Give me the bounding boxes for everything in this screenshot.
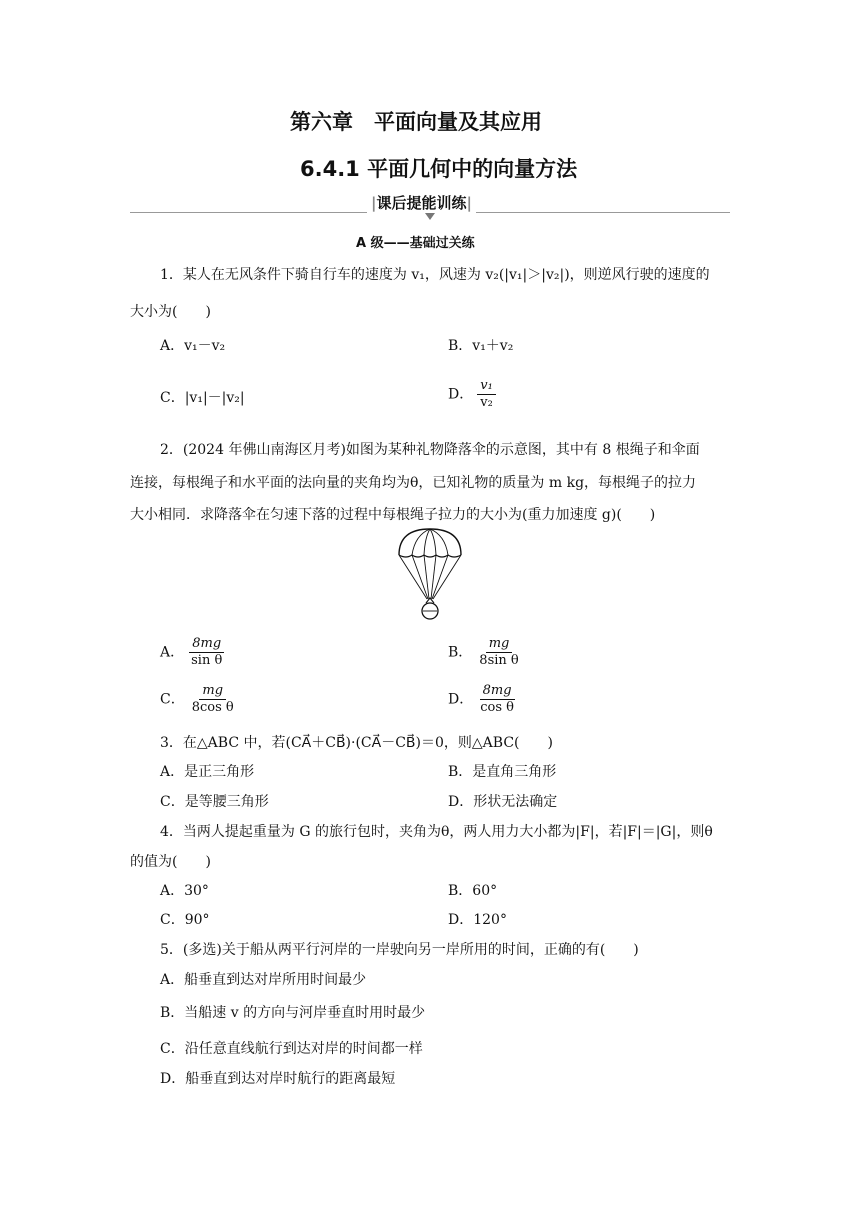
q2-line3: 大小相同．求降落伞在匀速下落的过程中每根绳子拉力的大小为(重力加速度 g)( )	[130, 507, 656, 523]
q3-line1: 3．在△ABC 中，若(CA⃗＋CB⃗)·(CA⃗－CB⃗)＝0，则△ABC( )	[160, 735, 553, 751]
q3-option-d: D．形状无法确定	[448, 794, 558, 810]
chapter-title: 第六章 平面向量及其应用	[290, 110, 542, 134]
q5-line1: 5．(多选)关于船从两平行河岸的一岸驶向另一岸所用的时间，正确的有( )	[160, 942, 639, 958]
q2-option-b: B． $\frac{mg}{\text{8sin θ}}$	[448, 636, 519, 668]
q1-option-c: C．|v₁|－|v₂|	[160, 390, 245, 406]
q2-option-a: A． $\frac{8mg}{\text{sin θ}}$	[160, 636, 223, 668]
q2-option-c: C． $\frac{mg}{\text{8cos θ}}$	[160, 683, 234, 715]
q3-option-c: C．是等腰三角形	[160, 794, 269, 810]
badge-arrow-icon	[425, 213, 435, 221]
badge-label: 课后提能训练	[376, 194, 467, 212]
q1-line1: 1．某人在无风条件下骑自行车的速度为 v₁，风速为 v₂(|v₁|＞|v₂|)，则逆风行驶的速度的	[160, 267, 710, 283]
parachute-figure	[393, 525, 467, 621]
q2-option-d: D． $\frac{8mg}{\text{cos θ}}$	[448, 683, 514, 715]
q3-option-a: A．是正三角形	[160, 764, 255, 780]
level-heading: A 级——基础过关练	[356, 236, 475, 251]
q4-line1: 4．当两人提起重量为 G 的旅行包时，夹角为θ，两人用力大小都为|F|，若|F|＝|G|，则θ	[160, 824, 713, 840]
section-title: 6.4.1 平面几何中的向量方法	[300, 157, 578, 181]
q1-line2: 大小为( )	[130, 304, 211, 320]
q4-option-c: C．90°	[160, 912, 210, 928]
q1-option-d: D． $\frac{\text{v₁}}{\text{v₂}}$	[448, 378, 496, 411]
q1-option-a: A．v₁－v₂	[160, 338, 226, 354]
q3-option-b: B．是直角三角形	[448, 764, 557, 780]
q2-line1: 2．(2024 年佛山南海区月考)如图为某种礼物降落伞的示意图，其中有 8 根绳子和伞面	[160, 442, 700, 458]
q1-option-b: B．v₁＋v₂	[448, 338, 514, 354]
q4-option-a: A．30°	[160, 883, 209, 899]
q4-line2: 的值为( )	[130, 854, 211, 870]
badge: |课后提能训练|	[367, 192, 476, 213]
q4-option-d: D．120°	[448, 912, 507, 928]
q5-option-b: B．当船速 v 的方向与河岸垂直时用时最少	[160, 1005, 426, 1021]
q4-option-b: B．60°	[448, 883, 498, 899]
q2-line2: 连接，每根绳子和水平面的法向量的夹角均为θ，已知礼物的质量为 m kg，每根绳子的拉力	[130, 475, 697, 491]
q5-option-d: D．船垂直到达对岸时航行的距离最短	[160, 1071, 396, 1087]
q5-option-c: C．沿任意直线航行到达对岸的时间都一样	[160, 1041, 423, 1057]
q5-option-a: A．船垂直到达对岸所用时间最少	[160, 972, 367, 988]
